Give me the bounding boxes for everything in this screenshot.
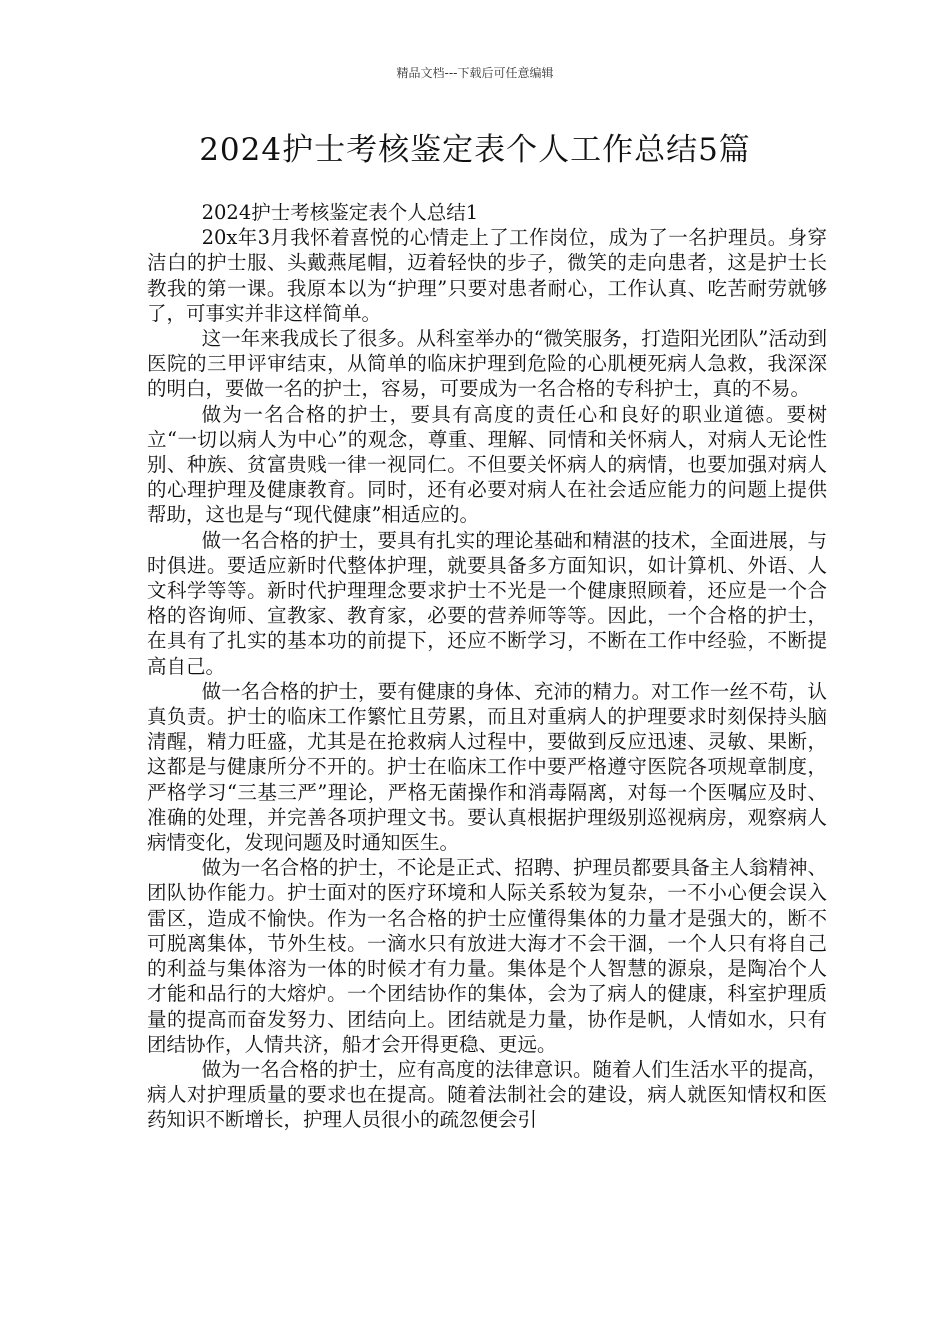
paragraph-1: 20x年3月我怀着喜悦的心情走上了工作岗位，成为了一名护理员。身穿洁白的护士服、头戴燕尾帽，迈着轻快的步子，微笑的走向患者，这是护士长教我的第一课。我原本以为“护理”只要对患者耐心，工作认真、吃苦耐劳就够了，可事实并非这样简单。 [147, 226, 827, 325]
section-title: 2024护士考核鉴定表个人总结1 [201, 201, 479, 224]
paragraph-4: 做一名合格的护士，要具有扎实的理论基础和精湛的技术，全面进展，与时俱进。要适应新时代整体护理，就要具备多方面知识，如计算机、外语、人文科学等等。新时代护理理念要求护士不光是一个健康照顾着，还应是一个合格的咨询师、宣教家、教育家，必要的营养师等等。因此，一个合格的护士，在具有了扎实的基本功的前提下，还应不断学习，不断在工作中经验，不断提高自己。 [147, 528, 827, 678]
paragraph-6: 做为一名合格的护士，不论是正式、招聘、护理员都要具备主人翁精神、团队协作能力。护士面对的医疗环境和人际关系较为复杂，一不小心便会误入雷区，造成不愉快。作为一名合格的护士应懂得集体的力量才是强大的，断不可脱离集体，节外生枝。一滴水只有放进大海才不会干涸，一个人只有将自己的利益与集体溶为一体的时候才有力量。集体是个人智慧的源泉，是陶冶个人才能和品行的大熔炉。一个团结协作的集体，会为了病人的健康，科室护理质量的提高而奋发努力、团结向上。团结就是力量，协作是帆，人情如水，只有团结协作，人情共济，船才会开得更稳、更远。 [147, 856, 827, 1056]
paragraph-3: 做为一名合格的护士，要具有高度的责任心和良好的职业道德。要树立“一切以病人为中心”的观念，尊重、理解、同情和关怀病人，对病人无论性别、种族、贫富贵贱一律一视同仁。不但要关怀病人的病情，也要加强对病人的心理护理及健康教育。同时，还有必要对病人在社会适应能力的问题上提供帮助，这也是与“现代健康”相适应的。 [147, 402, 827, 527]
document-body [147, 200, 827, 1133]
paragraph-7: 做为一名合格的护士，应有高度的法律意识。随着人们生活水平的提高，病人对护理质量的要求也在提高。随着法制社会的建设，病人就医知情权和医药知识不断增长，护理人员很小的疏忽便会引 [147, 1057, 827, 1132]
paragraph-5: 做一名合格的护士，要有健康的身体、充沛的精力。对工作一丝不苟，认真负责。护士的临床工作繁忙且劳累，而且对重病人的护理要求时刻保持头脑清醒，精力旺盛，尤其是在抢救病人过程中，要做到反应迅速、灵敏、果断，这都是与健康所分不开的。护士在临床工作中要严格遵守医院各项规章制度，严格学习“三基三严”理论，严格无菌操作和消毒隔离，对每一个医嘱应及时、准确的处理，并完善各项护理文书。要认真根据护理级别巡视病房，观察病人病情变化，发现问题及时通知医生。 [147, 679, 827, 855]
paragraph-2: 这一年来我成长了很多。从科室举办的“微笑服务，打造阳光团队”活动到医院的三甲评审结束，从简单的临床护理到危险的心肌梗死病人急救，我深深的明白，要做一名的护士，容易，可要成为一名合格的专科护士，真的不易。 [147, 327, 827, 401]
header-note: 精品文档---下载后可任意编辑 [396, 66, 554, 80]
document-title: 2024护士考核鉴定表个人工作总结5篇 [199, 132, 751, 168]
